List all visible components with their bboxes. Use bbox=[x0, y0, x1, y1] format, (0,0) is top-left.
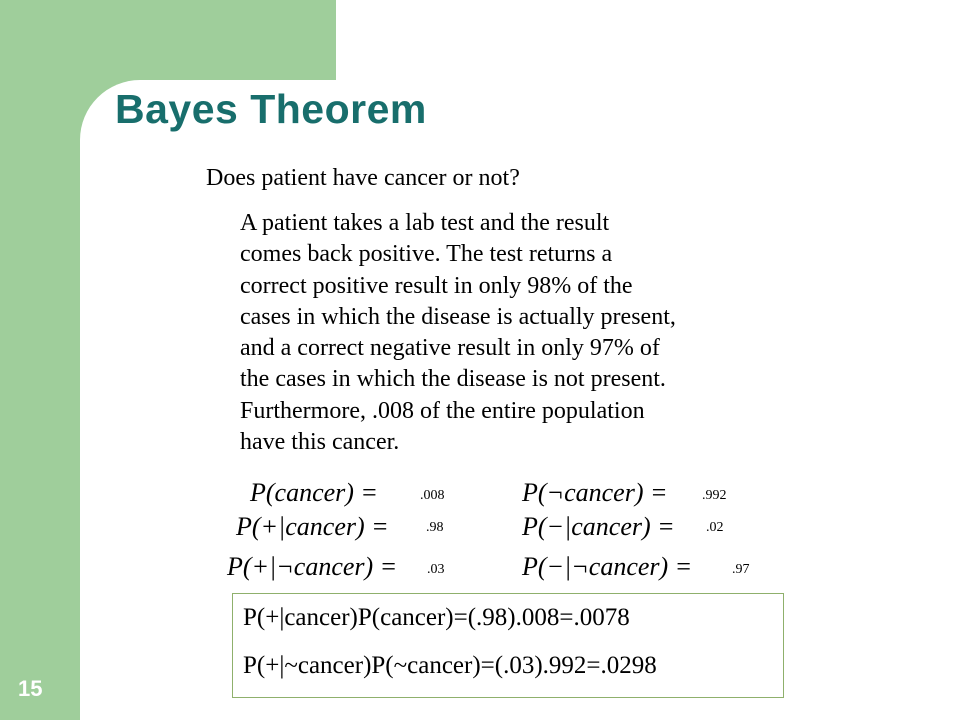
problem-line: comes back positive. The test returns a bbox=[240, 241, 613, 268]
problem-line: Furthermore, .008 of the entire population bbox=[240, 397, 645, 424]
left-decor-bar bbox=[0, 0, 80, 720]
p-cancer-value: .008 bbox=[420, 488, 445, 503]
p-neg-given-cancer-value: .02 bbox=[706, 520, 724, 535]
problem-line: cases in which the disease is actually present, bbox=[240, 303, 676, 330]
slide-title: Bayes Theorem bbox=[115, 86, 427, 132]
p-pos-given-cancer-value: .98 bbox=[426, 520, 444, 535]
result-line-cancer: P(+|cancer)P(cancer)=(.98).008=.0078 bbox=[243, 604, 630, 631]
problem-line: the cases in which the disease is not present. bbox=[240, 366, 666, 393]
problem-line: and a correct negative result in only 97% of bbox=[240, 335, 660, 362]
p-neg-given-not-cancer-value: .97 bbox=[732, 562, 750, 577]
p-neg-given-not-cancer-label: P(−|¬cancer) = bbox=[522, 552, 693, 581]
p-neg-given-cancer-label: P(−|cancer) = bbox=[522, 512, 675, 541]
p-not-cancer-value: .992 bbox=[702, 488, 727, 503]
top-decor-bar bbox=[0, 0, 336, 80]
p-pos-given-cancer-label: P(+|cancer) = bbox=[236, 512, 389, 541]
p-pos-given-not-cancer-value: .03 bbox=[427, 562, 445, 577]
problem-line: have this cancer. bbox=[240, 429, 400, 456]
problem-statement bbox=[240, 208, 800, 458]
problem-line: A patient takes a lab test and the result bbox=[240, 210, 610, 236]
result-box bbox=[232, 593, 784, 698]
p-not-cancer-label: P(¬cancer) = bbox=[522, 478, 668, 507]
page-number: 15 bbox=[18, 676, 43, 701]
p-cancer-label: P(cancer) = bbox=[250, 478, 378, 507]
p-pos-given-not-cancer-label: P(+|¬cancer) = bbox=[227, 552, 398, 581]
problem-line: correct positive result in only 98% of the bbox=[240, 272, 633, 299]
question-text: Does patient have cancer or not? bbox=[206, 165, 520, 191]
result-line-not-cancer: P(+|~cancer)P(~cancer)=(.03).992=.0298 bbox=[243, 652, 657, 679]
